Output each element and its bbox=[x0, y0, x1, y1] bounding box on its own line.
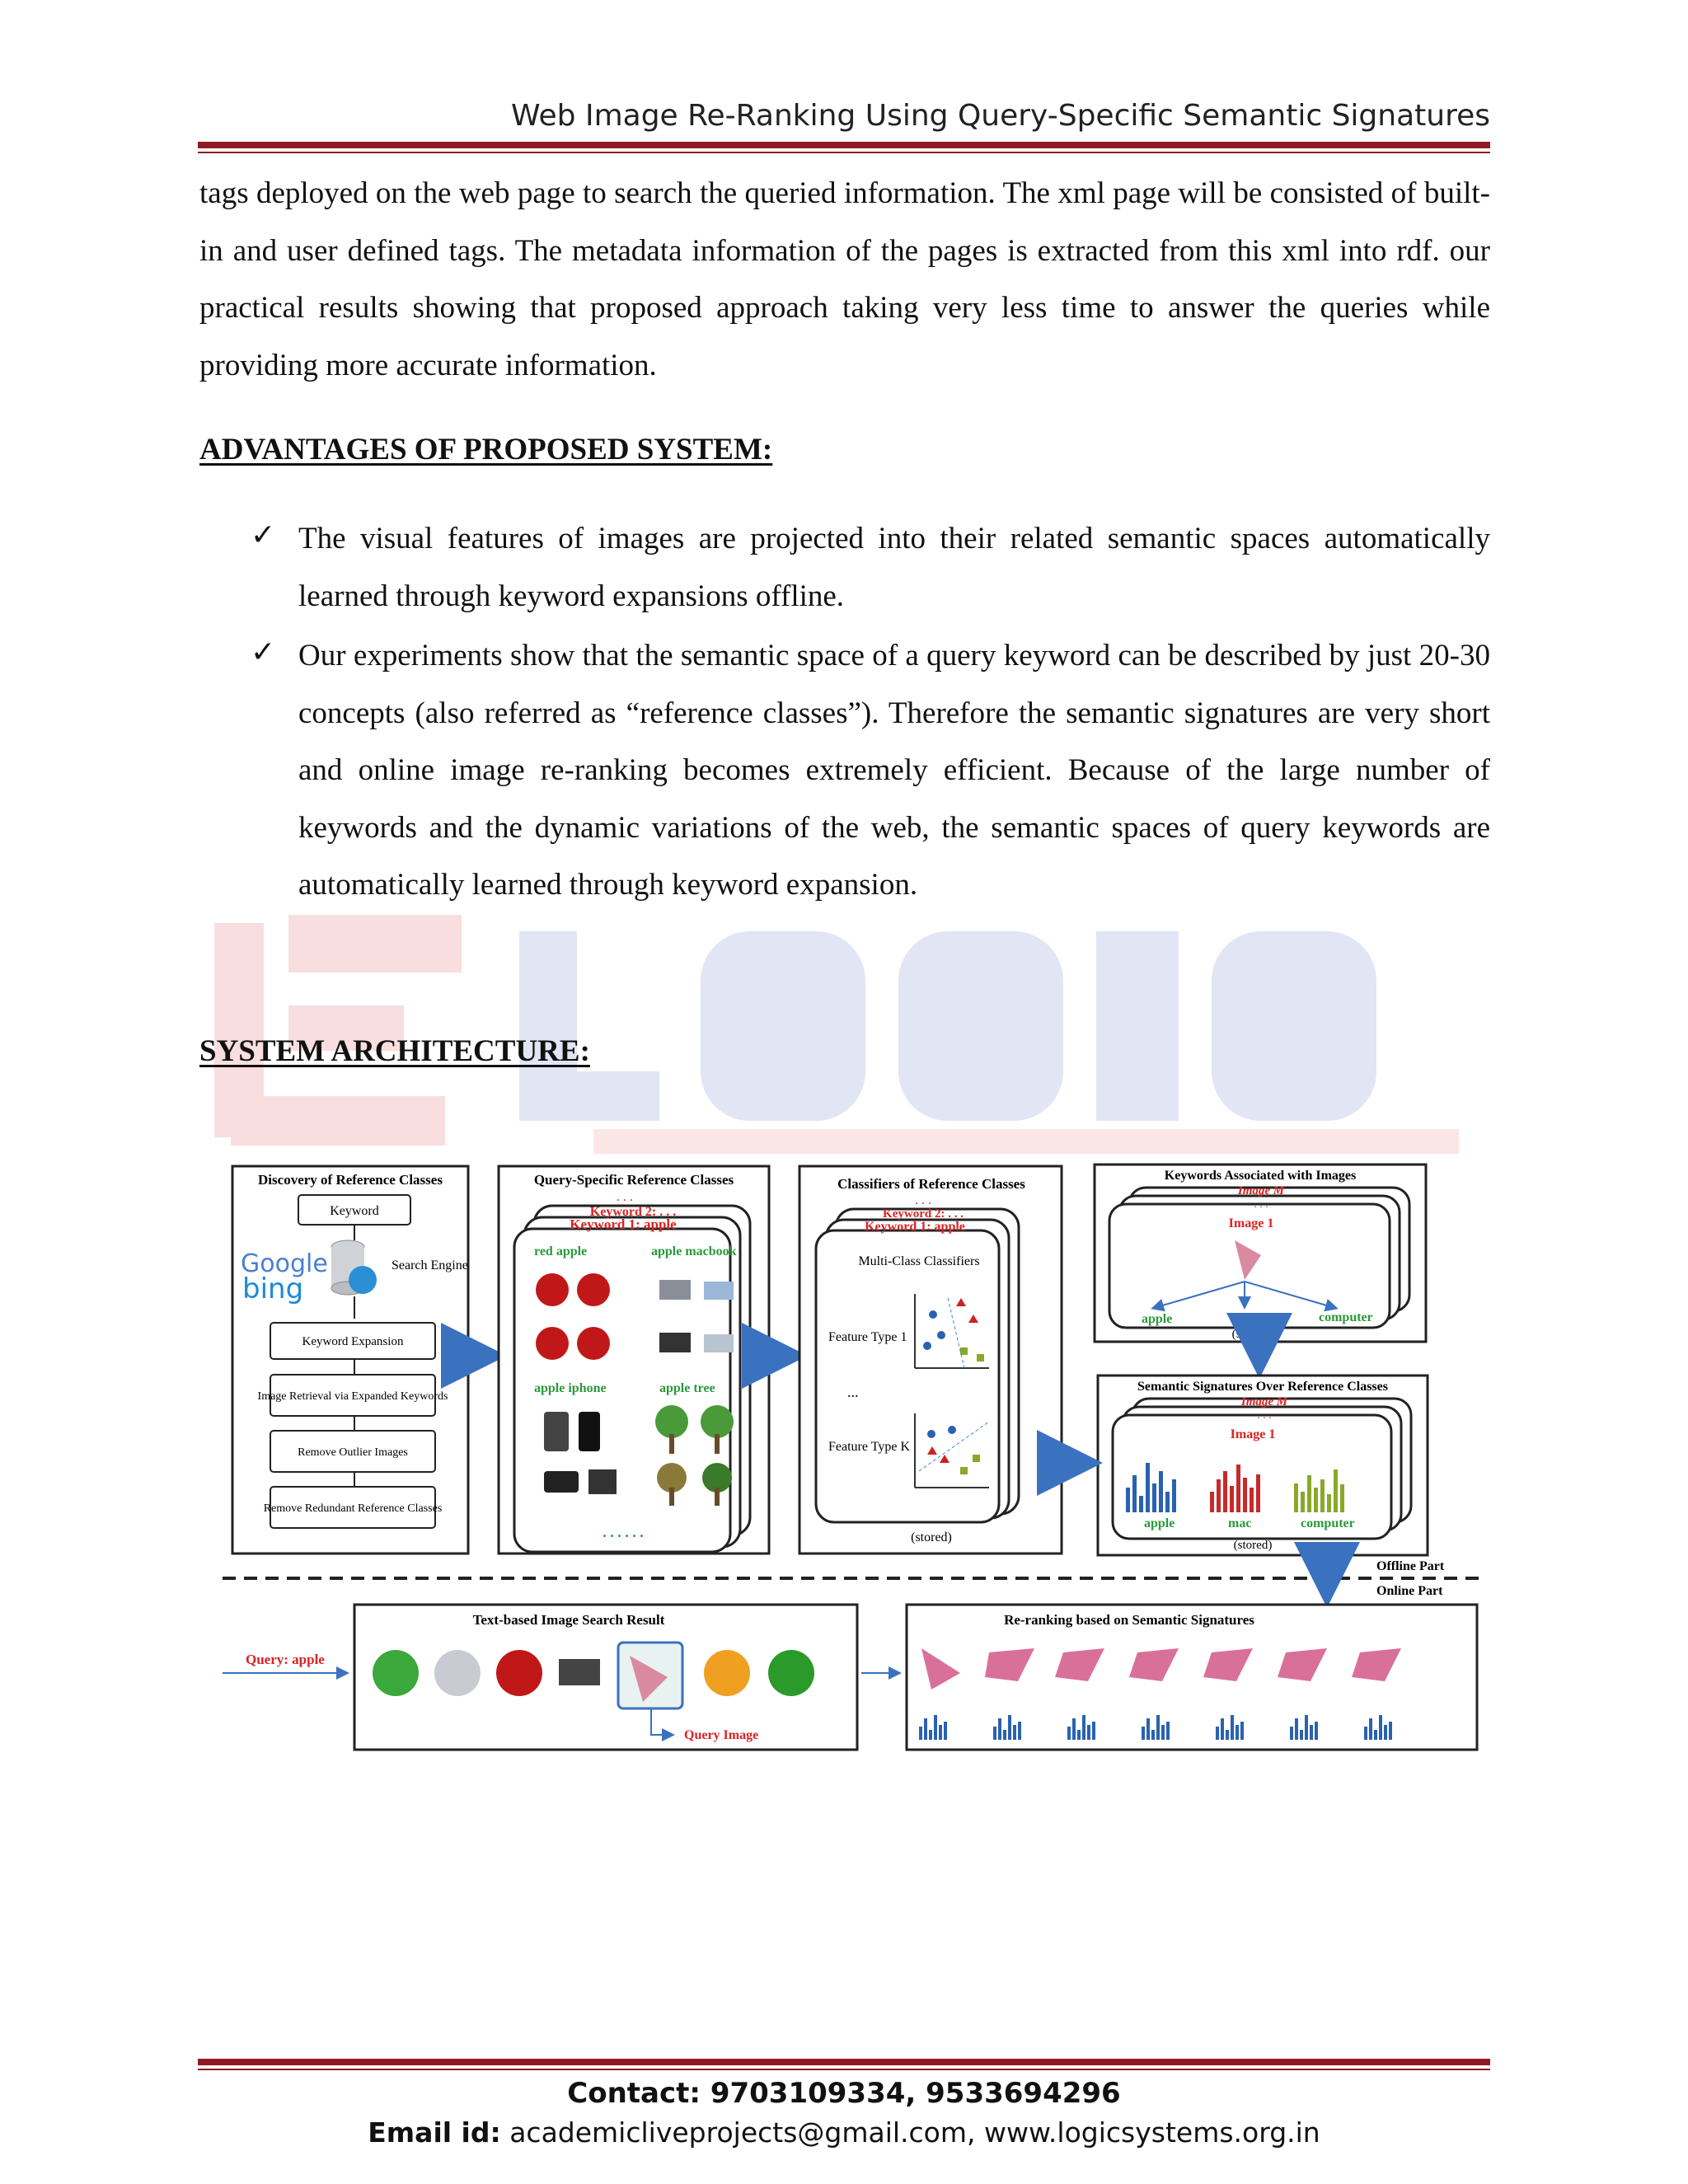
svg-text:. . .: . . . bbox=[915, 1193, 931, 1207]
discovery-panel bbox=[232, 1166, 468, 1554]
system-architecture-diagram bbox=[223, 1158, 1484, 1760]
keyword-2-label: Keyword 2: . . . bbox=[589, 1205, 677, 1219]
keywords-associated-title: Keywords Associated with Images bbox=[1164, 1169, 1357, 1183]
advantages-heading: ADVANTAGES OF PROPOSED SYSTEM: bbox=[199, 433, 773, 466]
svg-text:mac: mac bbox=[1232, 1312, 1256, 1326]
text-search-result-panel bbox=[354, 1605, 857, 1750]
google-logo: Google bbox=[241, 1249, 328, 1278]
semantic-signatures-panel bbox=[1098, 1376, 1428, 1555]
keyword-box-label: Keyword bbox=[330, 1204, 379, 1218]
architecture-heading: SYSTEM ARCHITECTURE: bbox=[199, 1034, 590, 1068]
advantage-item-2: Our experiments show that the semantic space of a query keyword can be described by just 20-30 concepts (also referred as “reference classes”). Therefore the semantic signatures are very short and online image re-ranking becomes extremely efficient. Because of the large number of keywords and the dynamic variations of the web, the semantic spaces of query keywords are automatically learned through keyword expansion. bbox=[298, 639, 1490, 902]
dots: . . . bbox=[617, 1190, 633, 1204]
search-engine-label: Search Engine bbox=[392, 1258, 468, 1272]
discovery-title: Discovery of Reference Classes bbox=[258, 1172, 443, 1188]
feature-type-1-label: Feature Type 1 bbox=[828, 1330, 907, 1344]
bing-logo: bing bbox=[242, 1272, 304, 1305]
semantic-signatures-title: Semantic Signatures Over Reference Classes bbox=[1137, 1380, 1388, 1394]
text-search-title: Text-based Image Search Result bbox=[472, 1612, 665, 1628]
query-specific-panel bbox=[499, 1166, 769, 1554]
feature-type-k-label: Feature Type K bbox=[828, 1440, 910, 1454]
svg-text:Image 1: Image 1 bbox=[1228, 1216, 1274, 1230]
reranking-panel bbox=[907, 1605, 1477, 1750]
footer-contact: Contact: 9703109334, 9533694296 bbox=[567, 2077, 1121, 2110]
query-specific-title: Query-Specific Reference Classes bbox=[533, 1172, 734, 1188]
advantage-item-1: The visual features of images are projected into their related semantic spaces automatically learned through keyword expansions offline. bbox=[298, 522, 1490, 613]
svg-text:(stored): (stored) bbox=[1233, 1539, 1273, 1552]
svg-text:mac: mac bbox=[1228, 1516, 1252, 1530]
reranking-title: Re-ranking based on Semantic Signatures bbox=[1004, 1612, 1254, 1628]
running-header: Web Image Re-Ranking Using Query-Specific Semantic Signatures bbox=[511, 99, 1490, 133]
svg-text:apple: apple bbox=[1142, 1312, 1173, 1326]
keyword-2-label: Keyword 2: . . . bbox=[883, 1207, 964, 1221]
header-rule-thin bbox=[198, 152, 1490, 153]
keyword-1-label: Keyword 1: apple bbox=[865, 1220, 965, 1234]
multi-class-label: Multi-Class Classifiers bbox=[858, 1254, 980, 1268]
svg-text:. . .: . . . bbox=[1254, 1198, 1268, 1211]
footer-email-value: academicliveprojects@gmail.com, www.logicsystems.org.in bbox=[509, 2116, 1320, 2149]
discovery-step-4: Remove Redundant Reference Classes bbox=[263, 1502, 443, 1515]
discovery-step-1: Keyword Expansion bbox=[302, 1335, 404, 1348]
header-rule bbox=[198, 142, 1490, 148]
logic-systems-watermark bbox=[206, 907, 1459, 1154]
query-label: Query: apple bbox=[246, 1652, 325, 1667]
footer-rule-thin bbox=[198, 2069, 1490, 2070]
class-apple-tree: apple tree bbox=[659, 1381, 715, 1395]
svg-text:Image 1: Image 1 bbox=[1230, 1427, 1276, 1441]
classifiers-panel bbox=[799, 1166, 1062, 1554]
discovery-step-2: Image Retrieval via Expanded Keywords bbox=[257, 1390, 448, 1403]
class-apple-iphone: apple iphone bbox=[534, 1381, 607, 1395]
online-part-label: Online Part bbox=[1376, 1584, 1443, 1598]
keyword-1-label: Keyword 1: apple bbox=[570, 1216, 677, 1232]
footer-rule bbox=[198, 2059, 1490, 2065]
svg-text:Image M: Image M bbox=[1237, 1184, 1285, 1197]
svg-text:(stored): (stored) bbox=[1231, 1328, 1271, 1341]
check-icon: ✓ bbox=[251, 518, 276, 551]
svg-text:apple: apple bbox=[1144, 1516, 1175, 1530]
check-icon: ✓ bbox=[251, 635, 276, 668]
more-classes-dots: . . . . . . bbox=[603, 1524, 644, 1540]
query-image-label: Query Image bbox=[684, 1728, 759, 1742]
svg-text:computer: computer bbox=[1301, 1516, 1355, 1530]
class-apple-macbook: apple macbook bbox=[651, 1244, 737, 1258]
svg-text:computer: computer bbox=[1319, 1310, 1373, 1324]
footer-email-label: Email id: bbox=[368, 2116, 501, 2149]
stored-label: (stored) bbox=[911, 1530, 952, 1544]
offline-part-label: Offline Part bbox=[1376, 1559, 1445, 1573]
class-red-apple: red apple bbox=[534, 1244, 588, 1258]
svg-text:...: ... bbox=[847, 1384, 859, 1400]
svg-text:Image M: Image M bbox=[1240, 1395, 1288, 1408]
intro-paragraph: tags deployed on the web page to search the queried information. The xml page will be consisted of built-in and user defined tags. The metadata information of the pages is extracted from this xml into rdf. our practical results showing that proposed approach taking very less time to answer the queries while providing more accurate information. bbox=[199, 176, 1490, 382]
keywords-associated-panel bbox=[1095, 1165, 1426, 1342]
discovery-step-3: Remove Outlier Images bbox=[298, 1446, 408, 1459]
footer-email bbox=[0, 2116, 1688, 2149]
svg-text:. . .: . . . bbox=[1257, 1409, 1272, 1422]
classifiers-title: Classifiers of Reference Classes bbox=[837, 1176, 1025, 1192]
